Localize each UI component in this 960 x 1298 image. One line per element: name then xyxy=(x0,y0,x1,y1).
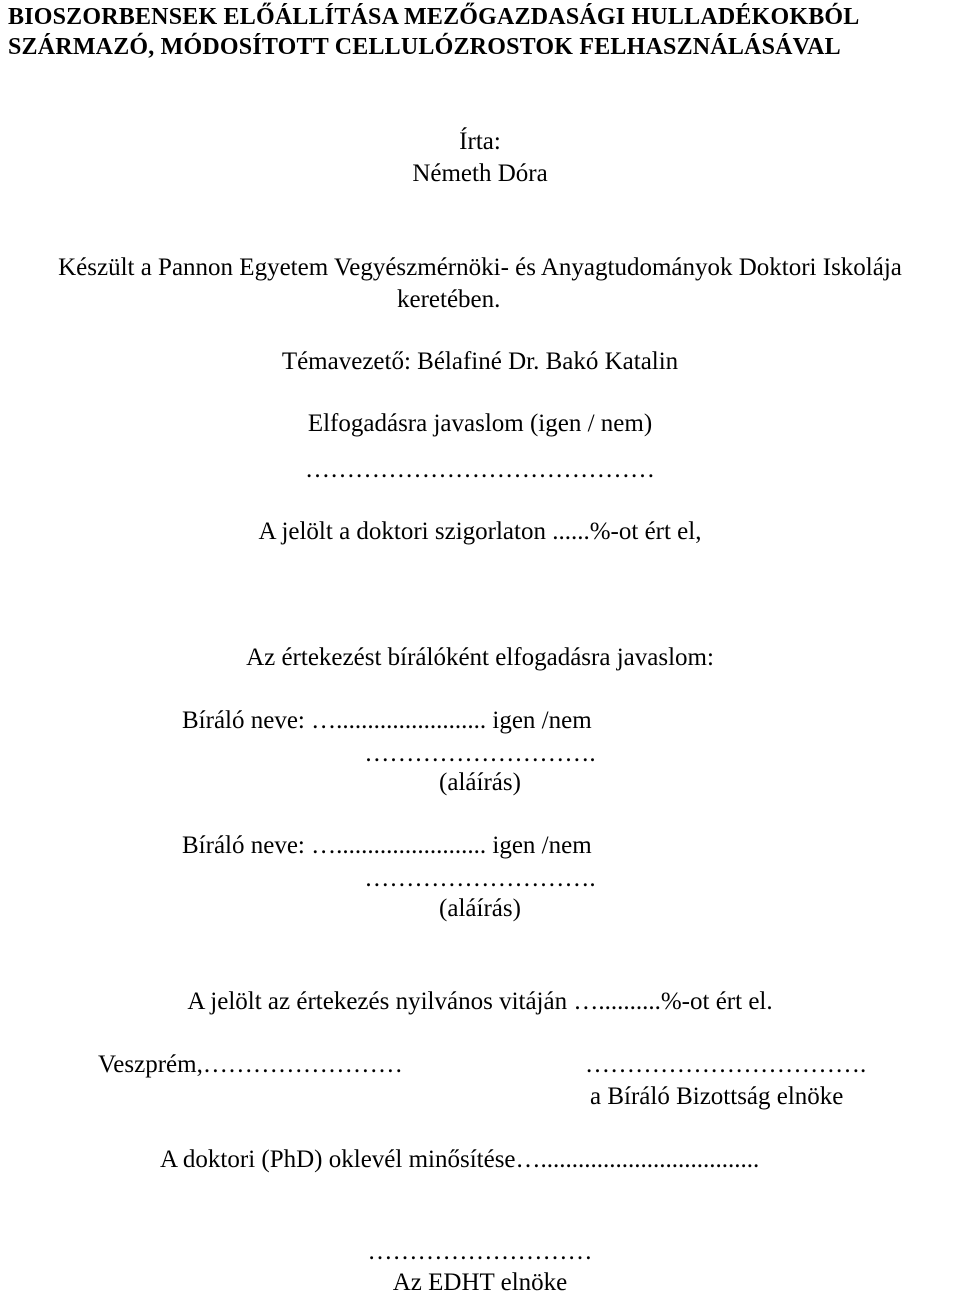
institution-line-2: keretében. xyxy=(397,286,501,313)
rigorosum-result: A jelölt a doktori szigorlaton ......%-ot ért el, xyxy=(258,518,702,545)
defense-result: A jelölt az értekezés nyilvános vitáján …..........%-ot ért el. xyxy=(187,988,773,1015)
reviewer-2-signature-label: (aláírás) xyxy=(439,895,521,922)
institution-line-1: Készült a Pannon Egyetem Vegyészmérnöki- és Anyagtudományok Doktori Iskolája xyxy=(58,254,902,281)
written-by-label: Írta: xyxy=(459,128,501,155)
reviewer-1-line: Bíráló neve: …........................ igen /nem xyxy=(182,707,592,734)
reviewer-2-line: Bíráló neve: …........................ igen /nem xyxy=(182,832,592,859)
place-date: Veszprém,…………………… xyxy=(98,1051,403,1078)
edht-signature-line: ……………………… xyxy=(367,1238,593,1265)
reviewer-2-signature-line: ………………………. xyxy=(364,865,596,892)
reviewer-1-signature-line: ………………………. xyxy=(364,740,596,767)
author-name: Németh Dóra xyxy=(412,160,548,187)
chair-label: a Bíráló Bizottság elnöke xyxy=(590,1083,844,1110)
chair-signature-line: ……………………………. xyxy=(585,1051,867,1078)
supervisor: Témavezető: Bélafiné Dr. Bakó Katalin xyxy=(281,348,679,375)
acceptance-prompt: Elfogadásra javaslom (igen / nem) xyxy=(307,410,653,437)
reviewer-1-signature-label: (aláírás) xyxy=(439,769,521,796)
reviewers-intro: Az értekezést bírálóként elfogadásra javaslom: xyxy=(246,644,714,671)
title-line-1: BIOSZORBENSEK ELŐÁLLÍTÁSA MEZŐGAZDASÁGI HULLADÉKOKBÓL xyxy=(8,4,860,30)
edht-label: Az EDHT elnöke xyxy=(392,1269,568,1296)
qualification: A doktori (PhD) oklevél minősítése…................................... xyxy=(160,1146,760,1173)
acceptance-signature-line: …………………………………… xyxy=(305,456,655,483)
title-line-2: SZÁRMAZÓ, MÓDOSÍTOTT CELLULÓZROSTOK FELHASZNÁLÁSÁVAL xyxy=(8,34,841,60)
